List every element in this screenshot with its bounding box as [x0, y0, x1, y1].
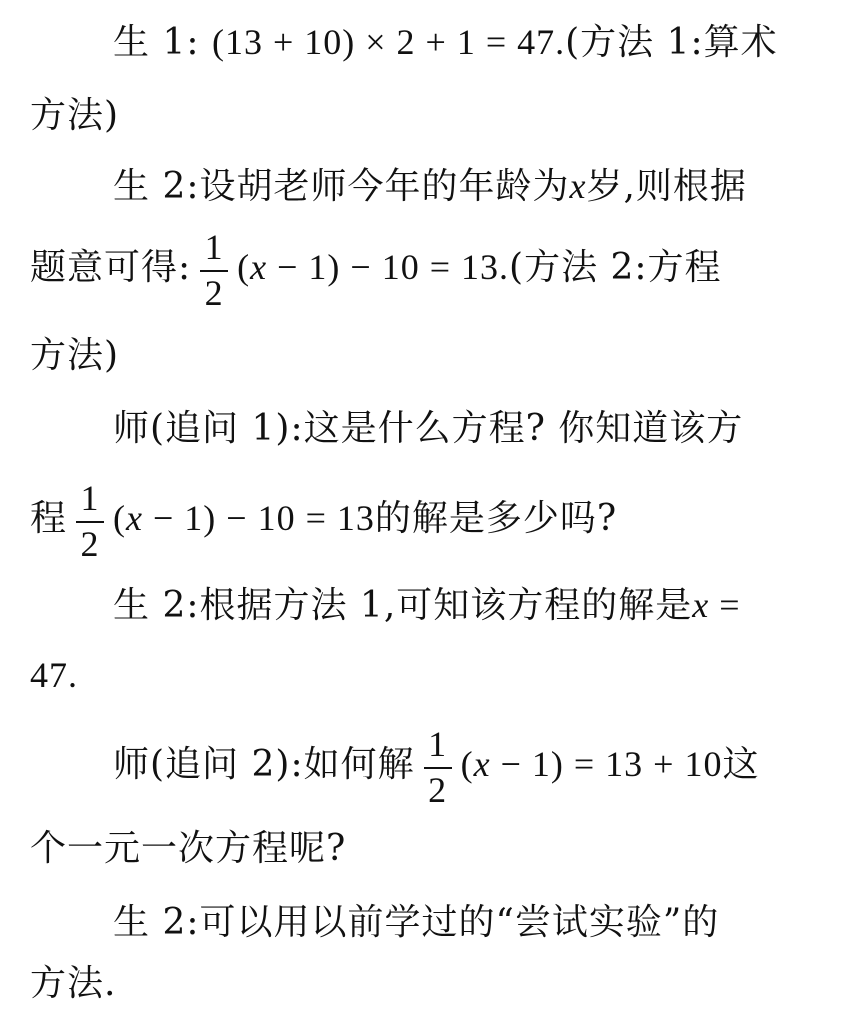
fraction-denominator: 2 — [204, 273, 224, 313]
text-run: 生 2:根据方法 1,可知该方程的解是 — [113, 585, 693, 626]
text-run: 生 2:可以用以前学过的“尝试实验”的 — [113, 902, 720, 943]
variable-x: x — [569, 166, 587, 206]
p2-line3 — [30, 334, 119, 378]
text-run: 方法. — [30, 963, 117, 1004]
p1-line1 — [113, 20, 778, 65]
fraction-bar — [424, 767, 452, 769]
fraction-numerator: 1 — [204, 227, 224, 267]
p6-line2 — [30, 962, 116, 1006]
variable-x: x — [126, 498, 143, 538]
text-run: 师(追问 2):如何解 — [113, 744, 415, 785]
equation-expression: − 1) − 10 = 13. — [267, 247, 510, 287]
method-note: (方法 1:算术 — [565, 22, 778, 63]
text-run: 程 — [30, 498, 68, 539]
colon: : — [186, 22, 200, 63]
variable-x: x — [250, 247, 268, 287]
paren-open: ( — [113, 498, 127, 538]
p6-line1 — [113, 901, 719, 945]
p5-line1 — [113, 722, 759, 812]
equation-expression: − 1) = 13 + 10 — [490, 744, 723, 784]
fraction-numerator: 1 — [428, 724, 448, 764]
p2-line1 — [113, 164, 747, 209]
variable-x: x — [692, 585, 710, 625]
paren-open: ( — [237, 247, 251, 287]
variable-x: x — [473, 744, 491, 784]
text-run: 生 2:设胡老师今年的年龄为 — [113, 166, 570, 207]
fraction-denominator: 2 — [428, 770, 448, 810]
fraction-numerator: 1 — [80, 478, 100, 518]
p1-line2 — [30, 94, 119, 138]
fraction-bar — [200, 270, 228, 272]
solution-value: 47. — [30, 655, 78, 695]
p4-line1 — [113, 583, 741, 628]
text-run: 这 — [722, 744, 760, 785]
p2-line2 — [30, 225, 722, 315]
text-run: 题意可得: — [30, 247, 192, 288]
equals-sign: = — [709, 585, 741, 625]
paren-open: ( — [460, 744, 474, 784]
text-run: 师(追问 1):这是什么方程? 你知道该方 — [113, 408, 744, 449]
fraction-bar — [76, 521, 104, 523]
fraction-one-half — [73, 476, 107, 566]
p4-line2 — [30, 653, 78, 697]
p3-line2 — [30, 476, 617, 566]
text-run: 的解是多少吗? — [374, 498, 618, 539]
p5-line2 — [30, 827, 346, 871]
fraction-denominator: 2 — [80, 524, 100, 564]
text-run: 方法) — [30, 95, 120, 136]
fraction-one-half — [421, 722, 455, 812]
text-run: 方法) — [30, 335, 120, 376]
arithmetic-expression: (13 + 10) × 2 + 1 = 47. — [211, 22, 566, 62]
speaker-label: 生 1 — [113, 22, 187, 63]
equation-expression: − 1) − 10 = 13 — [143, 498, 375, 538]
text-run: 岁,则根据 — [586, 166, 747, 207]
text-run: 个一元一次方程呢? — [30, 828, 347, 869]
fraction-one-half — [197, 225, 231, 315]
method-note: (方法 2:方程 — [509, 247, 722, 288]
p3-line1 — [113, 407, 743, 451]
